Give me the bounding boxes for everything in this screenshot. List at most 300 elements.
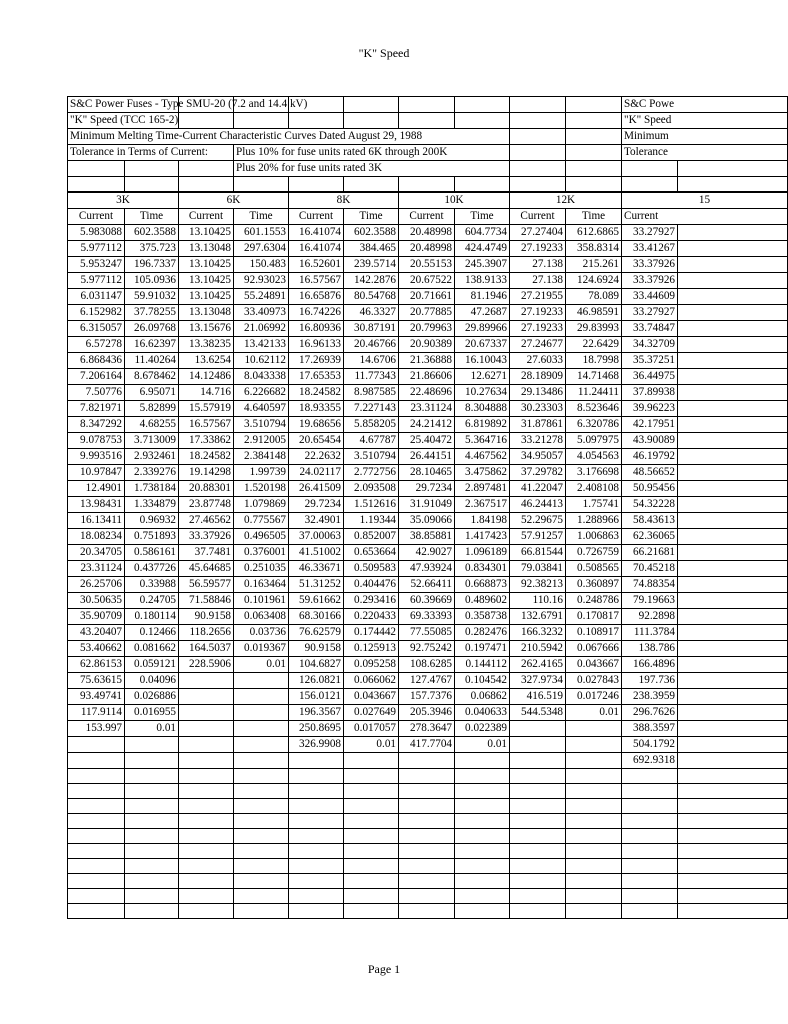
data-cell[interactable]: 27.27404 <box>510 224 566 240</box>
data-cell[interactable]: 2.367517 <box>455 496 510 512</box>
spreadsheet[interactable] <box>67 96 711 921</box>
data-cell[interactable]: 0.040633 <box>455 704 510 720</box>
data-cell[interactable]: 0.095258 <box>344 656 399 672</box>
data-cell[interactable]: 1.99739 <box>234 464 289 480</box>
data-cell[interactable] <box>399 873 455 888</box>
data-cell[interactable]: 210.5942 <box>510 640 566 656</box>
data-cell[interactable]: 2.339276 <box>125 464 179 480</box>
data-cell[interactable]: 1.512616 <box>344 496 399 512</box>
overflow-cell[interactable] <box>678 320 788 336</box>
data-cell[interactable]: 9.993516 <box>68 448 125 464</box>
data-cell[interactable] <box>289 843 344 858</box>
data-cell[interactable]: 3.510794 <box>344 448 399 464</box>
data-cell[interactable] <box>399 813 455 828</box>
data-cell[interactable]: 14.6706 <box>344 352 399 368</box>
data-cell[interactable] <box>510 858 566 873</box>
data-cell[interactable]: 1.288966 <box>566 512 622 528</box>
data-cell[interactable] <box>289 903 344 918</box>
data-cell[interactable]: 0.360897 <box>566 576 622 592</box>
data-cell[interactable]: 6.819892 <box>455 416 510 432</box>
data-cell[interactable]: 2.093508 <box>344 480 399 496</box>
data-cell[interactable]: 0.834301 <box>455 560 510 576</box>
data-cell[interactable] <box>179 752 234 768</box>
data-cell[interactable] <box>566 843 622 858</box>
data-cell[interactable]: 19.14298 <box>179 464 234 480</box>
data-cell[interactable] <box>455 888 510 903</box>
data-cell[interactable]: 16.41074 <box>289 240 344 256</box>
overflow-cell[interactable] <box>678 304 788 320</box>
data-cell[interactable]: 25.40472 <box>399 432 455 448</box>
data-cell[interactable] <box>399 752 455 768</box>
data-cell[interactable]: 4.467562 <box>455 448 510 464</box>
col-header[interactable]: Current <box>510 208 566 224</box>
data-cell[interactable]: 28.18909 <box>510 368 566 384</box>
data-cell[interactable]: 6.868436 <box>68 352 125 368</box>
data-cell[interactable]: 20.67522 <box>399 272 455 288</box>
data-cell[interactable]: 23.31124 <box>68 560 125 576</box>
data-cell[interactable]: 13.42133 <box>234 336 289 352</box>
data-cell[interactable]: 81.1946 <box>455 288 510 304</box>
data-cell[interactable]: 124.6924 <box>566 272 622 288</box>
data-cell[interactable]: 6.57278 <box>68 336 125 352</box>
data-cell[interactable] <box>399 828 455 843</box>
data-cell[interactable]: 75.63615 <box>68 672 125 688</box>
data-cell[interactable] <box>289 783 344 798</box>
data-cell[interactable]: 8.304888 <box>455 400 510 416</box>
data-cell[interactable]: 59.61662 <box>289 592 344 608</box>
data-cell[interactable]: 27.138 <box>510 256 566 272</box>
data-cell[interactable]: 21.06992 <box>234 320 289 336</box>
data-cell[interactable]: 5.977112 <box>68 272 125 288</box>
data-cell[interactable]: 56.59577 <box>179 576 234 592</box>
data-cell[interactable] <box>179 858 234 873</box>
data-cell[interactable] <box>234 783 289 798</box>
data-cell[interactable]: 110.16 <box>510 592 566 608</box>
data-cell[interactable] <box>179 888 234 903</box>
overflow-cell[interactable] <box>678 480 788 496</box>
data-cell[interactable]: 46.98591 <box>566 304 622 320</box>
data-cell[interactable] <box>510 843 566 858</box>
data-cell[interactable] <box>622 858 678 873</box>
data-cell[interactable]: 23.87748 <box>179 496 234 512</box>
data-cell[interactable]: 0.751893 <box>125 528 179 544</box>
data-cell[interactable]: 16.80936 <box>289 320 344 336</box>
data-cell[interactable] <box>234 888 289 903</box>
data-cell[interactable] <box>510 813 566 828</box>
overflow-cell[interactable] <box>678 240 788 256</box>
data-cell[interactable]: 0.174442 <box>344 624 399 640</box>
data-cell[interactable]: 692.9318 <box>622 752 678 768</box>
data-cell[interactable]: 27.19233 <box>510 320 566 336</box>
data-cell[interactable] <box>289 888 344 903</box>
data-cell[interactable] <box>234 858 289 873</box>
data-cell[interactable]: 20.65454 <box>289 432 344 448</box>
data-cell[interactable]: 42.17951 <box>622 416 678 432</box>
data-cell[interactable]: 39.96223 <box>622 400 678 416</box>
data-cell[interactable]: 5.364716 <box>455 432 510 448</box>
data-cell[interactable]: 0.03736 <box>234 624 289 640</box>
data-cell[interactable] <box>179 813 234 828</box>
data-cell[interactable]: 17.65353 <box>289 368 344 384</box>
data-cell[interactable]: 62.36065 <box>622 528 678 544</box>
data-cell[interactable] <box>125 813 179 828</box>
data-cell[interactable]: 0.059121 <box>125 656 179 672</box>
data-cell[interactable]: 1.334879 <box>125 496 179 512</box>
data-cell[interactable] <box>179 828 234 843</box>
data-cell[interactable]: 0.12466 <box>125 624 179 640</box>
data-cell[interactable]: 46.33671 <box>289 560 344 576</box>
data-cell[interactable] <box>179 672 234 688</box>
data-cell[interactable]: 215.261 <box>566 256 622 272</box>
data-cell[interactable]: 1.738184 <box>125 480 179 496</box>
data-cell[interactable]: 30.23303 <box>510 400 566 416</box>
data-cell[interactable]: 0.489602 <box>455 592 510 608</box>
data-cell[interactable]: 22.2632 <box>289 448 344 464</box>
data-cell[interactable]: 1.19344 <box>344 512 399 528</box>
data-cell[interactable]: 7.206164 <box>68 368 125 384</box>
data-cell[interactable] <box>289 858 344 873</box>
data-cell[interactable] <box>510 720 566 736</box>
data-cell[interactable]: 27.46562 <box>179 512 234 528</box>
data-cell[interactable] <box>566 858 622 873</box>
data-cell[interactable]: 62.86153 <box>68 656 125 672</box>
data-cell[interactable] <box>125 783 179 798</box>
data-cell[interactable] <box>179 903 234 918</box>
data-cell[interactable]: 0.282476 <box>455 624 510 640</box>
data-cell[interactable] <box>68 903 125 918</box>
overflow-cell[interactable] <box>678 624 788 640</box>
data-cell[interactable]: 22.48696 <box>399 384 455 400</box>
data-cell[interactable]: 504.1792 <box>622 736 678 752</box>
data-cell[interactable]: 16.57567 <box>179 416 234 432</box>
data-cell[interactable]: 4.67787 <box>344 432 399 448</box>
overflow-cell[interactable] <box>678 224 788 240</box>
data-cell[interactable]: 31.91049 <box>399 496 455 512</box>
data-cell[interactable] <box>622 873 678 888</box>
data-cell[interactable] <box>399 858 455 873</box>
data-cell[interactable]: 0.586161 <box>125 544 179 560</box>
data-cell[interactable]: 0.067666 <box>566 640 622 656</box>
data-cell[interactable]: 50.95456 <box>622 480 678 496</box>
data-cell[interactable]: 13.6254 <box>179 352 234 368</box>
data-cell[interactable]: 166.4896 <box>622 656 678 672</box>
data-cell[interactable] <box>125 798 179 813</box>
data-cell[interactable]: 0.852007 <box>344 528 399 544</box>
data-cell[interactable]: 11.24411 <box>566 384 622 400</box>
data-cell[interactable]: 5.953247 <box>68 256 125 272</box>
data-cell[interactable]: 3.510794 <box>234 416 289 432</box>
data-cell[interactable] <box>399 843 455 858</box>
data-cell[interactable]: 46.3327 <box>344 304 399 320</box>
data-cell[interactable]: 14.716 <box>179 384 234 400</box>
data-cell[interactable]: 38.85881 <box>399 528 455 544</box>
data-cell[interactable]: 93.49741 <box>68 688 125 704</box>
data-cell[interactable]: 43.90089 <box>622 432 678 448</box>
data-cell[interactable]: 57.91257 <box>510 528 566 544</box>
data-cell[interactable]: 51.31252 <box>289 576 344 592</box>
data-cell[interactable] <box>566 813 622 828</box>
data-cell[interactable]: 10.97847 <box>68 464 125 480</box>
data-cell[interactable]: 117.9114 <box>68 704 125 720</box>
data-cell[interactable]: 6.95071 <box>125 384 179 400</box>
data-cell[interactable]: 297.6304 <box>234 240 289 256</box>
data-cell[interactable]: 24.21412 <box>399 416 455 432</box>
data-cell[interactable]: 66.21681 <box>622 544 678 560</box>
data-cell[interactable]: 35.09066 <box>399 512 455 528</box>
data-cell[interactable] <box>344 783 399 798</box>
data-cell[interactable]: 68.30166 <box>289 608 344 624</box>
data-cell[interactable] <box>234 798 289 813</box>
col-header[interactable]: Current <box>68 208 125 224</box>
data-cell[interactable]: 20.77885 <box>399 304 455 320</box>
data-cell[interactable]: 54.32228 <box>622 496 678 512</box>
data-cell[interactable] <box>455 752 510 768</box>
data-cell[interactable] <box>510 873 566 888</box>
data-cell[interactable] <box>399 798 455 813</box>
data-cell[interactable] <box>622 783 678 798</box>
data-cell[interactable]: 0.726759 <box>566 544 622 560</box>
data-cell[interactable]: 37.78255 <box>125 304 179 320</box>
data-cell[interactable]: 22.6429 <box>566 336 622 352</box>
overflow-cell[interactable] <box>678 512 788 528</box>
data-cell[interactable] <box>399 903 455 918</box>
data-cell[interactable]: 17.26939 <box>289 352 344 368</box>
overflow-cell[interactable] <box>678 888 788 903</box>
data-cell[interactable] <box>234 828 289 843</box>
data-cell[interactable]: 20.48998 <box>399 240 455 256</box>
data-cell[interactable]: 105.0936 <box>125 272 179 288</box>
data-cell[interactable] <box>566 720 622 736</box>
data-cell[interactable]: 30.50635 <box>68 592 125 608</box>
data-cell[interactable]: 18.24582 <box>289 384 344 400</box>
data-cell[interactable]: 196.7337 <box>125 256 179 272</box>
data-cell[interactable] <box>125 903 179 918</box>
overflow-cell[interactable] <box>678 288 788 304</box>
data-cell[interactable]: 7.821971 <box>68 400 125 416</box>
data-cell[interactable]: 41.51002 <box>289 544 344 560</box>
data-cell[interactable]: 0.180114 <box>125 608 179 624</box>
data-cell[interactable]: 11.77343 <box>344 368 399 384</box>
data-cell[interactable]: 27.138 <box>510 272 566 288</box>
data-cell[interactable] <box>234 768 289 783</box>
data-cell[interactable]: 34.32709 <box>622 336 678 352</box>
data-cell[interactable]: 37.00063 <box>289 528 344 544</box>
data-cell[interactable] <box>566 798 622 813</box>
speed-cell[interactable]: "K" Speed (TCC 165-2) <box>68 113 179 129</box>
data-cell[interactable] <box>344 843 399 858</box>
data-cell[interactable]: 0.027843 <box>566 672 622 688</box>
overflow-cell[interactable] <box>678 813 788 828</box>
data-cell[interactable]: 37.7481 <box>179 544 234 560</box>
data-cell[interactable]: 45.64685 <box>179 560 234 576</box>
data-cell[interactable] <box>68 783 125 798</box>
data-cell[interactable] <box>566 888 622 903</box>
data-cell[interactable]: 0.24705 <box>125 592 179 608</box>
data-cell[interactable]: 0.06862 <box>455 688 510 704</box>
data-cell[interactable]: 4.640597 <box>234 400 289 416</box>
tolerance-label-cell[interactable]: Tolerance in Terms of Current: <box>68 145 234 161</box>
overflow-cell[interactable] <box>678 704 788 720</box>
data-cell[interactable] <box>344 858 399 873</box>
data-cell[interactable]: 375.723 <box>125 240 179 256</box>
data-cell[interactable]: 416.519 <box>510 688 566 704</box>
data-cell[interactable] <box>68 752 125 768</box>
data-cell[interactable]: 58.43613 <box>622 512 678 528</box>
data-cell[interactable] <box>566 736 622 752</box>
data-cell[interactable]: 16.74226 <box>289 304 344 320</box>
data-cell[interactable]: 166.3232 <box>510 624 566 640</box>
data-cell[interactable]: 604.7734 <box>455 224 510 240</box>
data-cell[interactable]: 0.653664 <box>344 544 399 560</box>
data-cell[interactable]: 69.33393 <box>399 608 455 624</box>
data-cell[interactable]: 1.84198 <box>455 512 510 528</box>
overflow-cell[interactable] <box>678 496 788 512</box>
col-header[interactable]: Current <box>179 208 234 224</box>
data-cell[interactable]: 8.043338 <box>234 368 289 384</box>
data-cell[interactable]: 16.41074 <box>289 224 344 240</box>
data-cell[interactable] <box>455 828 510 843</box>
data-cell[interactable] <box>125 736 179 752</box>
data-cell[interactable]: 2.772756 <box>344 464 399 480</box>
data-cell[interactable]: 0.248786 <box>566 592 622 608</box>
data-cell[interactable]: 138.786 <box>622 640 678 656</box>
data-cell[interactable] <box>566 903 622 918</box>
data-cell[interactable] <box>566 828 622 843</box>
data-cell[interactable]: 33.37926 <box>622 256 678 272</box>
overflow-cell[interactable] <box>678 368 788 384</box>
data-cell[interactable]: 70.45218 <box>622 560 678 576</box>
data-cell[interactable]: 17.33862 <box>179 432 234 448</box>
overflow-cell[interactable] <box>678 858 788 873</box>
data-cell[interactable]: 0.144112 <box>455 656 510 672</box>
data-cell[interactable]: 0.019367 <box>234 640 289 656</box>
data-cell[interactable]: 0.017246 <box>566 688 622 704</box>
data-cell[interactable] <box>289 798 344 813</box>
right-curves-cell[interactable]: Minimum <box>622 129 788 145</box>
data-cell[interactable] <box>68 813 125 828</box>
overflow-cell[interactable] <box>678 528 788 544</box>
data-cell[interactable] <box>566 752 622 768</box>
data-cell[interactable]: 92.93023 <box>234 272 289 288</box>
data-cell[interactable]: 197.736 <box>622 672 678 688</box>
data-cell[interactable]: 602.3588 <box>344 224 399 240</box>
data-cell[interactable]: 0.01 <box>344 736 399 752</box>
overflow-cell[interactable] <box>678 752 788 768</box>
data-cell[interactable] <box>234 688 289 704</box>
data-cell[interactable]: 60.39669 <box>399 592 455 608</box>
data-cell[interactable]: 26.25706 <box>68 576 125 592</box>
data-cell[interactable]: 18.93355 <box>289 400 344 416</box>
data-cell[interactable] <box>455 768 510 783</box>
data-cell[interactable] <box>179 783 234 798</box>
rating-3k[interactable]: 3K <box>68 192 179 209</box>
data-cell[interactable] <box>125 752 179 768</box>
data-cell[interactable]: 59.91032 <box>125 288 179 304</box>
data-cell[interactable]: 30.87191 <box>344 320 399 336</box>
data-cell[interactable]: 35.37251 <box>622 352 678 368</box>
data-cell[interactable]: 544.5348 <box>510 704 566 720</box>
data-cell[interactable]: 0.496505 <box>234 528 289 544</box>
data-cell[interactable]: 157.7376 <box>399 688 455 704</box>
data-cell[interactable]: 76.62579 <box>289 624 344 640</box>
data-cell[interactable] <box>344 873 399 888</box>
data-cell[interactable] <box>455 858 510 873</box>
data-cell[interactable]: 6.315057 <box>68 320 125 336</box>
data-cell[interactable] <box>510 768 566 783</box>
data-cell[interactable]: 13.38235 <box>179 336 234 352</box>
overflow-cell[interactable] <box>678 384 788 400</box>
data-cell[interactable] <box>234 720 289 736</box>
data-cell[interactable] <box>179 768 234 783</box>
data-cell[interactable] <box>234 843 289 858</box>
data-cell[interactable]: 3.713009 <box>125 432 179 448</box>
data-cell[interactable] <box>455 813 510 828</box>
data-cell[interactable] <box>234 704 289 720</box>
data-cell[interactable] <box>622 768 678 783</box>
data-cell[interactable] <box>566 768 622 783</box>
data-cell[interactable] <box>289 752 344 768</box>
data-cell[interactable] <box>68 873 125 888</box>
data-cell[interactable] <box>179 798 234 813</box>
col-header[interactable]: Current <box>289 208 344 224</box>
data-cell[interactable]: 52.29675 <box>510 512 566 528</box>
data-cell[interactable]: 19.68656 <box>289 416 344 432</box>
data-cell[interactable]: 0.108917 <box>566 624 622 640</box>
data-cell[interactable] <box>234 813 289 828</box>
data-cell[interactable]: 0.775567 <box>234 512 289 528</box>
data-cell[interactable]: 33.74847 <box>622 320 678 336</box>
data-cell[interactable] <box>289 828 344 843</box>
data-cell[interactable]: 29.7234 <box>289 496 344 512</box>
right-tolerance-cell[interactable]: Tolerance <box>622 145 788 161</box>
data-cell[interactable]: 18.24582 <box>179 448 234 464</box>
data-cell[interactable]: 205.3946 <box>399 704 455 720</box>
data-cell[interactable]: 8.987585 <box>344 384 399 400</box>
col-header[interactable]: Time <box>455 208 510 224</box>
data-cell[interactable]: 0.027649 <box>344 704 399 720</box>
data-cell[interactable]: 78.089 <box>566 288 622 304</box>
overflow-cell[interactable] <box>678 672 788 688</box>
data-cell[interactable]: 27.21955 <box>510 288 566 304</box>
data-cell[interactable]: 80.54768 <box>344 288 399 304</box>
tolerance-value-cell[interactable]: Plus 10% for fuse units rated 6K through 200K <box>234 145 510 161</box>
col-header[interactable]: Time <box>125 208 179 224</box>
data-cell[interactable]: 33.40973 <box>234 304 289 320</box>
data-cell[interactable]: 2.408108 <box>566 480 622 496</box>
data-cell[interactable]: 16.52601 <box>289 256 344 272</box>
data-cell[interactable]: 238.3959 <box>622 688 678 704</box>
data-cell[interactable]: 0.163464 <box>234 576 289 592</box>
data-cell[interactable]: 0.043667 <box>344 688 399 704</box>
overflow-cell[interactable] <box>678 336 788 352</box>
rating-10k[interactable]: 10K <box>399 192 510 209</box>
data-cell[interactable]: 13.10425 <box>179 256 234 272</box>
rating-6k[interactable]: 6K <box>179 192 289 209</box>
data-cell[interactable]: 0.01 <box>234 656 289 672</box>
data-cell[interactable]: 5.82899 <box>125 400 179 416</box>
rating-12k[interactable]: 12K <box>510 192 622 209</box>
data-cell[interactable]: 34.95057 <box>510 448 566 464</box>
data-cell[interactable] <box>622 888 678 903</box>
data-cell[interactable]: 42.9027 <box>399 544 455 560</box>
data-cell[interactable]: 20.46766 <box>344 336 399 352</box>
data-cell[interactable] <box>399 888 455 903</box>
data-cell[interactable]: 15.57919 <box>179 400 234 416</box>
data-cell[interactable]: 33.44609 <box>622 288 678 304</box>
data-cell[interactable] <box>234 672 289 688</box>
tolerance-value-cell-2[interactable]: Plus 20% for fuse units rated 3K <box>234 161 510 177</box>
data-cell[interactable]: 0.066062 <box>344 672 399 688</box>
